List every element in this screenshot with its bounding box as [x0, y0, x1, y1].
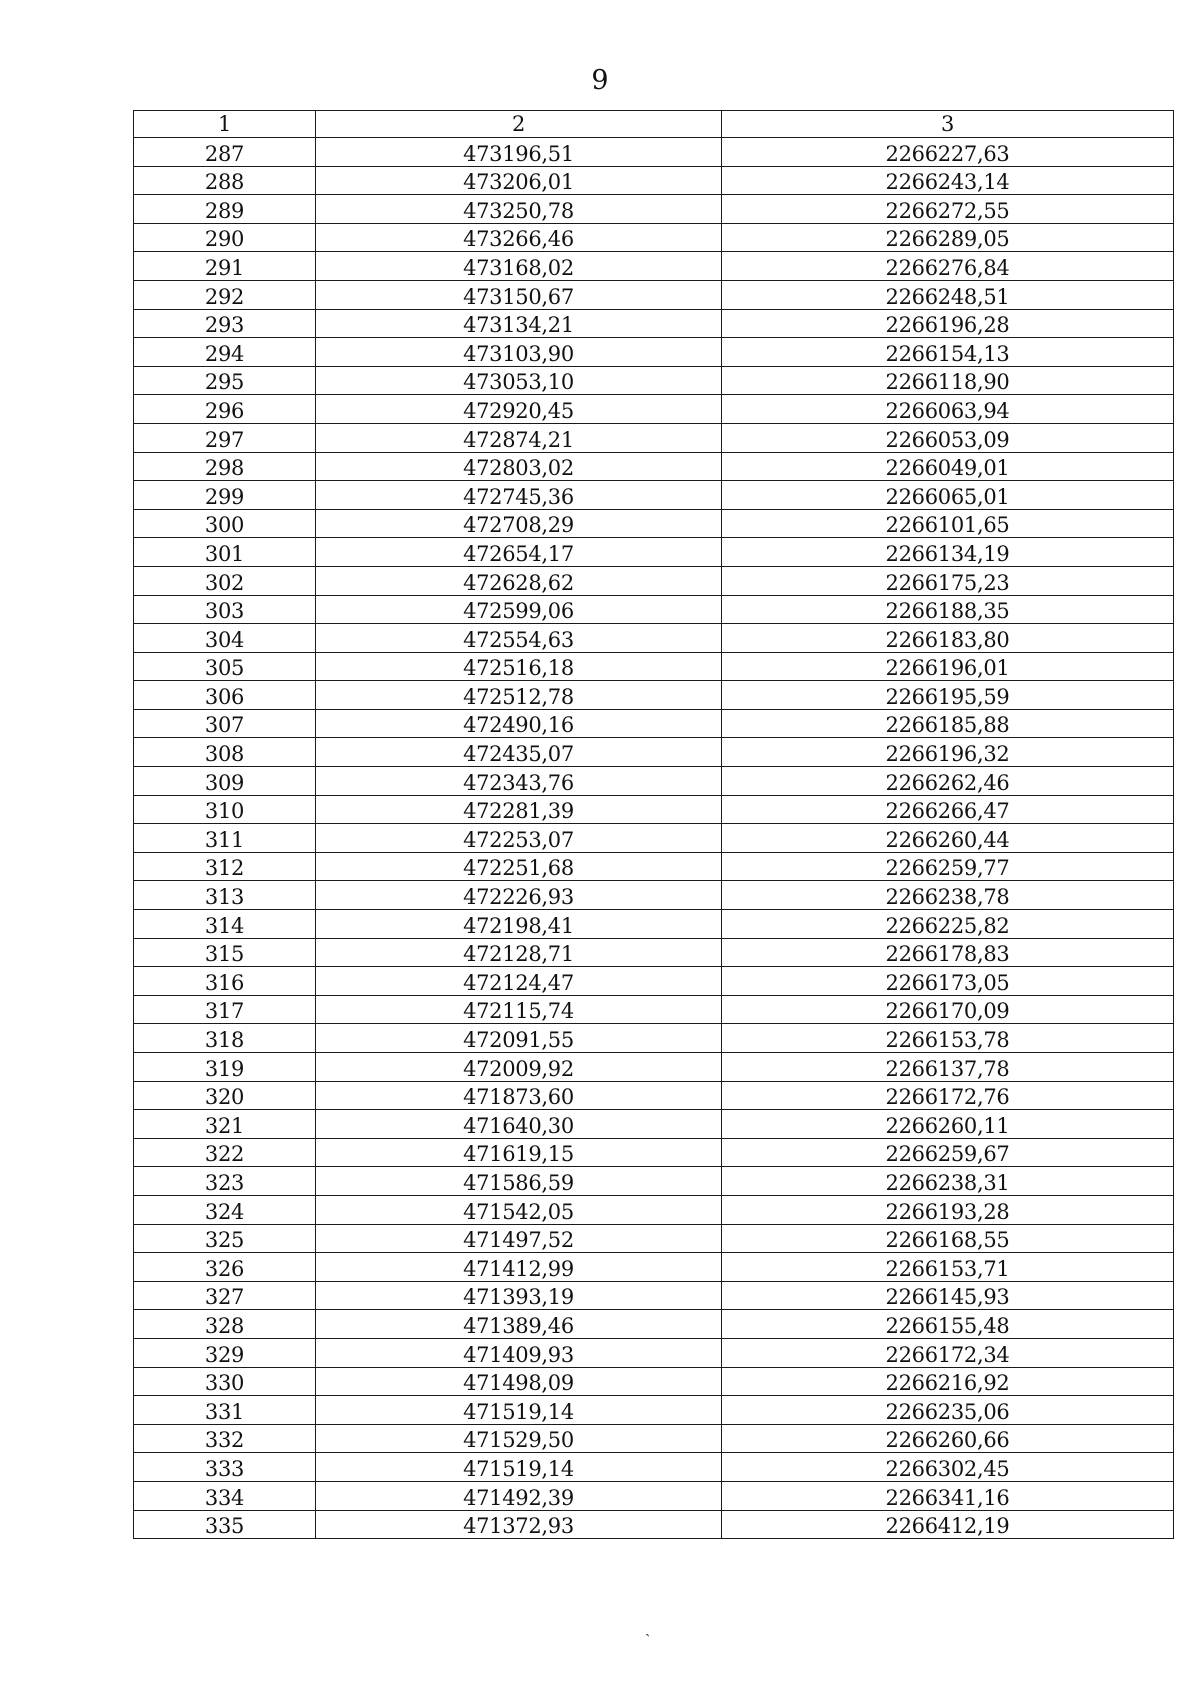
cell-point-number: 323 [134, 1167, 316, 1196]
cell-y-coordinate: 2266153,71 [722, 1253, 1174, 1282]
cell-y-coordinate: 2266276,84 [722, 252, 1174, 281]
cell-x-coordinate: 471519,14 [316, 1453, 722, 1482]
stray-pen-mark: ˏ [645, 1618, 651, 1637]
table-row [134, 566, 1174, 595]
cell-point-number: 301 [134, 538, 316, 567]
table-row [134, 1253, 1174, 1282]
cell-y-coordinate: 2266118,90 [722, 366, 1174, 395]
cell-x-coordinate: 471619,15 [316, 1138, 722, 1167]
cell-y-coordinate: 2266196,28 [722, 309, 1174, 338]
cell-x-coordinate: 471542,05 [316, 1195, 722, 1224]
table-row [134, 681, 1174, 710]
cell-x-coordinate: 473266,46 [316, 223, 722, 252]
cell-x-coordinate: 472435,07 [316, 738, 722, 767]
cell-y-coordinate: 2266172,34 [722, 1338, 1174, 1367]
cell-y-coordinate: 2266260,66 [722, 1424, 1174, 1453]
cell-x-coordinate: 471497,52 [316, 1224, 722, 1253]
table-row [134, 1338, 1174, 1367]
cell-y-coordinate: 2266243,14 [722, 166, 1174, 195]
cell-x-coordinate: 471389,46 [316, 1310, 722, 1339]
table-row [134, 1396, 1174, 1425]
cell-y-coordinate: 2266227,63 [722, 138, 1174, 167]
cell-y-coordinate: 2266049,01 [722, 452, 1174, 481]
cell-y-coordinate: 2266262,46 [722, 767, 1174, 796]
cell-y-coordinate: 2266153,78 [722, 1024, 1174, 1053]
cell-x-coordinate: 472745,36 [316, 481, 722, 510]
cell-x-coordinate: 473103,90 [316, 338, 722, 367]
cell-x-coordinate: 471393,19 [316, 1281, 722, 1310]
cell-point-number: 307 [134, 709, 316, 738]
table-row [134, 938, 1174, 967]
table-row [134, 1167, 1174, 1196]
table-row [134, 366, 1174, 395]
cell-point-number: 287 [134, 138, 316, 167]
cell-point-number: 324 [134, 1195, 316, 1224]
table-row [134, 223, 1174, 252]
coordinates-table [133, 110, 1174, 1539]
table-row [134, 824, 1174, 853]
cell-x-coordinate: 471409,93 [316, 1338, 722, 1367]
cell-point-number: 300 [134, 509, 316, 538]
cell-x-coordinate: 471529,50 [316, 1424, 722, 1453]
cell-point-number: 310 [134, 795, 316, 824]
table-row [134, 138, 1174, 167]
table-row [134, 1195, 1174, 1224]
cell-point-number: 321 [134, 1110, 316, 1139]
cell-y-coordinate: 2266302,45 [722, 1453, 1174, 1482]
cell-x-coordinate: 471586,59 [316, 1167, 722, 1196]
cell-y-coordinate: 2266266,47 [722, 795, 1174, 824]
cell-y-coordinate: 2266172,76 [722, 1081, 1174, 1110]
cell-x-coordinate: 472512,78 [316, 681, 722, 710]
cell-y-coordinate: 2266260,44 [722, 824, 1174, 853]
cell-x-coordinate: 472124,47 [316, 967, 722, 996]
table-row [134, 1281, 1174, 1310]
table-row [134, 738, 1174, 767]
cell-x-coordinate: 472628,62 [316, 566, 722, 595]
cell-x-coordinate: 472554,63 [316, 624, 722, 653]
table-row [134, 309, 1174, 338]
table-row [134, 1024, 1174, 1053]
table-header-row [134, 111, 1174, 138]
table-row [134, 423, 1174, 452]
cell-y-coordinate: 2266196,32 [722, 738, 1174, 767]
cell-y-coordinate: 2266216,92 [722, 1367, 1174, 1396]
cell-point-number: 291 [134, 252, 316, 281]
table-row [134, 1367, 1174, 1396]
cell-x-coordinate: 472115,74 [316, 995, 722, 1024]
cell-point-number: 322 [134, 1138, 316, 1167]
cell-x-coordinate: 473196,51 [316, 138, 722, 167]
cell-y-coordinate: 2266170,09 [722, 995, 1174, 1024]
cell-y-coordinate: 2266053,09 [722, 423, 1174, 452]
cell-y-coordinate: 2266238,78 [722, 881, 1174, 910]
cell-x-coordinate: 472920,45 [316, 395, 722, 424]
cell-y-coordinate: 2266145,93 [722, 1281, 1174, 1310]
table-row [134, 509, 1174, 538]
table-row [134, 795, 1174, 824]
cell-point-number: 297 [134, 423, 316, 452]
cell-x-coordinate: 473168,02 [316, 252, 722, 281]
cell-x-coordinate: 473134,21 [316, 309, 722, 338]
cell-x-coordinate: 473150,67 [316, 280, 722, 309]
table-row [134, 1224, 1174, 1253]
cell-point-number: 335 [134, 1510, 316, 1539]
cell-y-coordinate: 2266154,13 [722, 338, 1174, 367]
cell-x-coordinate: 471412,99 [316, 1253, 722, 1282]
table-row [134, 1081, 1174, 1110]
table-row [134, 1110, 1174, 1139]
cell-x-coordinate: 472874,21 [316, 423, 722, 452]
cell-point-number: 302 [134, 566, 316, 595]
cell-x-coordinate: 473053,10 [316, 366, 722, 395]
cell-point-number: 299 [134, 481, 316, 510]
table-row [134, 624, 1174, 653]
cell-y-coordinate: 2266259,67 [722, 1138, 1174, 1167]
table-row [134, 995, 1174, 1024]
cell-point-number: 309 [134, 767, 316, 796]
cell-y-coordinate: 2266259,77 [722, 852, 1174, 881]
cell-x-coordinate: 473206,01 [316, 166, 722, 195]
cell-x-coordinate: 472253,07 [316, 824, 722, 853]
cell-y-coordinate: 2266188,35 [722, 595, 1174, 624]
table-row [134, 166, 1174, 195]
cell-y-coordinate: 2266063,94 [722, 395, 1174, 424]
cell-x-coordinate: 472198,41 [316, 910, 722, 939]
cell-x-coordinate: 472091,55 [316, 1024, 722, 1053]
table-row [134, 852, 1174, 881]
table-row [134, 881, 1174, 910]
cell-point-number: 303 [134, 595, 316, 624]
cell-point-number: 312 [134, 852, 316, 881]
table-row [134, 338, 1174, 367]
cell-point-number: 331 [134, 1396, 316, 1425]
cell-point-number: 295 [134, 366, 316, 395]
cell-y-coordinate: 2266196,01 [722, 652, 1174, 681]
cell-x-coordinate: 472281,39 [316, 795, 722, 824]
table-row [134, 595, 1174, 624]
cell-x-coordinate: 472516,18 [316, 652, 722, 681]
table-row [134, 1453, 1174, 1482]
cell-y-coordinate: 2266272,55 [722, 195, 1174, 224]
cell-point-number: 296 [134, 395, 316, 424]
cell-x-coordinate: 472343,76 [316, 767, 722, 796]
cell-y-coordinate: 2266178,83 [722, 938, 1174, 967]
cell-y-coordinate: 2266195,59 [722, 681, 1174, 710]
header-cell-y: 3 [722, 111, 1174, 138]
cell-y-coordinate: 2266183,80 [722, 624, 1174, 653]
cell-y-coordinate: 2266155,48 [722, 1310, 1174, 1339]
cell-x-coordinate: 472599,06 [316, 595, 722, 624]
table-row [134, 709, 1174, 738]
cell-point-number: 306 [134, 681, 316, 710]
cell-y-coordinate: 2266289,05 [722, 223, 1174, 252]
cell-x-coordinate: 473250,78 [316, 195, 722, 224]
cell-y-coordinate: 2266193,28 [722, 1195, 1174, 1224]
cell-point-number: 304 [134, 624, 316, 653]
cell-y-coordinate: 2266185,88 [722, 709, 1174, 738]
table-row [134, 452, 1174, 481]
table-body [134, 138, 1174, 1539]
cell-y-coordinate: 2266134,19 [722, 538, 1174, 567]
cell-x-coordinate: 472128,71 [316, 938, 722, 967]
cell-x-coordinate: 471640,30 [316, 1110, 722, 1139]
cell-point-number: 325 [134, 1224, 316, 1253]
cell-y-coordinate: 2266412,19 [722, 1510, 1174, 1539]
table-row [134, 1510, 1174, 1539]
table-row [134, 967, 1174, 996]
table-row [134, 481, 1174, 510]
cell-point-number: 329 [134, 1338, 316, 1367]
cell-point-number: 288 [134, 166, 316, 195]
cell-x-coordinate: 472251,68 [316, 852, 722, 881]
cell-x-coordinate: 472654,17 [316, 538, 722, 567]
cell-point-number: 328 [134, 1310, 316, 1339]
table-row [134, 195, 1174, 224]
cell-y-coordinate: 2266175,23 [722, 566, 1174, 595]
table-row [134, 767, 1174, 796]
table-row [134, 910, 1174, 939]
cell-x-coordinate: 472708,29 [316, 509, 722, 538]
cell-point-number: 326 [134, 1253, 316, 1282]
cell-point-number: 332 [134, 1424, 316, 1453]
cell-point-number: 319 [134, 1053, 316, 1082]
cell-point-number: 333 [134, 1453, 316, 1482]
cell-point-number: 315 [134, 938, 316, 967]
table-row [134, 1424, 1174, 1453]
cell-point-number: 292 [134, 280, 316, 309]
cell-x-coordinate: 471873,60 [316, 1081, 722, 1110]
cell-point-number: 293 [134, 309, 316, 338]
cell-y-coordinate: 2266248,51 [722, 280, 1174, 309]
cell-point-number: 314 [134, 910, 316, 939]
table-row [134, 252, 1174, 281]
cell-x-coordinate: 471498,09 [316, 1367, 722, 1396]
cell-point-number: 294 [134, 338, 316, 367]
table-row [134, 538, 1174, 567]
cell-x-coordinate: 471372,93 [316, 1510, 722, 1539]
cell-y-coordinate: 2266235,06 [722, 1396, 1174, 1425]
cell-point-number: 311 [134, 824, 316, 853]
cell-y-coordinate: 2266168,55 [722, 1224, 1174, 1253]
cell-point-number: 334 [134, 1481, 316, 1510]
table-row [134, 395, 1174, 424]
cell-y-coordinate: 2266341,16 [722, 1481, 1174, 1510]
cell-point-number: 330 [134, 1367, 316, 1396]
cell-y-coordinate: 2266173,05 [722, 967, 1174, 996]
cell-x-coordinate: 471492,39 [316, 1481, 722, 1510]
cell-point-number: 305 [134, 652, 316, 681]
cell-y-coordinate: 2266225,82 [722, 910, 1174, 939]
cell-point-number: 313 [134, 881, 316, 910]
cell-x-coordinate: 472803,02 [316, 452, 722, 481]
cell-point-number: 317 [134, 995, 316, 1024]
table-row [134, 280, 1174, 309]
cell-point-number: 316 [134, 967, 316, 996]
cell-point-number: 290 [134, 223, 316, 252]
table-row [134, 652, 1174, 681]
cell-point-number: 320 [134, 1081, 316, 1110]
cell-x-coordinate: 472490,16 [316, 709, 722, 738]
cell-y-coordinate: 2266260,11 [722, 1110, 1174, 1139]
cell-point-number: 318 [134, 1024, 316, 1053]
table-row [134, 1481, 1174, 1510]
cell-point-number: 298 [134, 452, 316, 481]
table-row [134, 1310, 1174, 1339]
cell-point-number: 289 [134, 195, 316, 224]
cell-y-coordinate: 2266137,78 [722, 1053, 1174, 1082]
cell-y-coordinate: 2266101,65 [722, 509, 1174, 538]
page-number: 9 [591, 65, 609, 96]
table-row [134, 1138, 1174, 1167]
table-row [134, 1053, 1174, 1082]
header-cell-point-number: 1 [134, 111, 316, 138]
header-cell-x: 2 [316, 111, 722, 138]
cell-y-coordinate: 2266238,31 [722, 1167, 1174, 1196]
cell-x-coordinate: 472226,93 [316, 881, 722, 910]
cell-point-number: 327 [134, 1281, 316, 1310]
cell-x-coordinate: 472009,92 [316, 1053, 722, 1082]
cell-point-number: 308 [134, 738, 316, 767]
cell-x-coordinate: 471519,14 [316, 1396, 722, 1425]
cell-y-coordinate: 2266065,01 [722, 481, 1174, 510]
